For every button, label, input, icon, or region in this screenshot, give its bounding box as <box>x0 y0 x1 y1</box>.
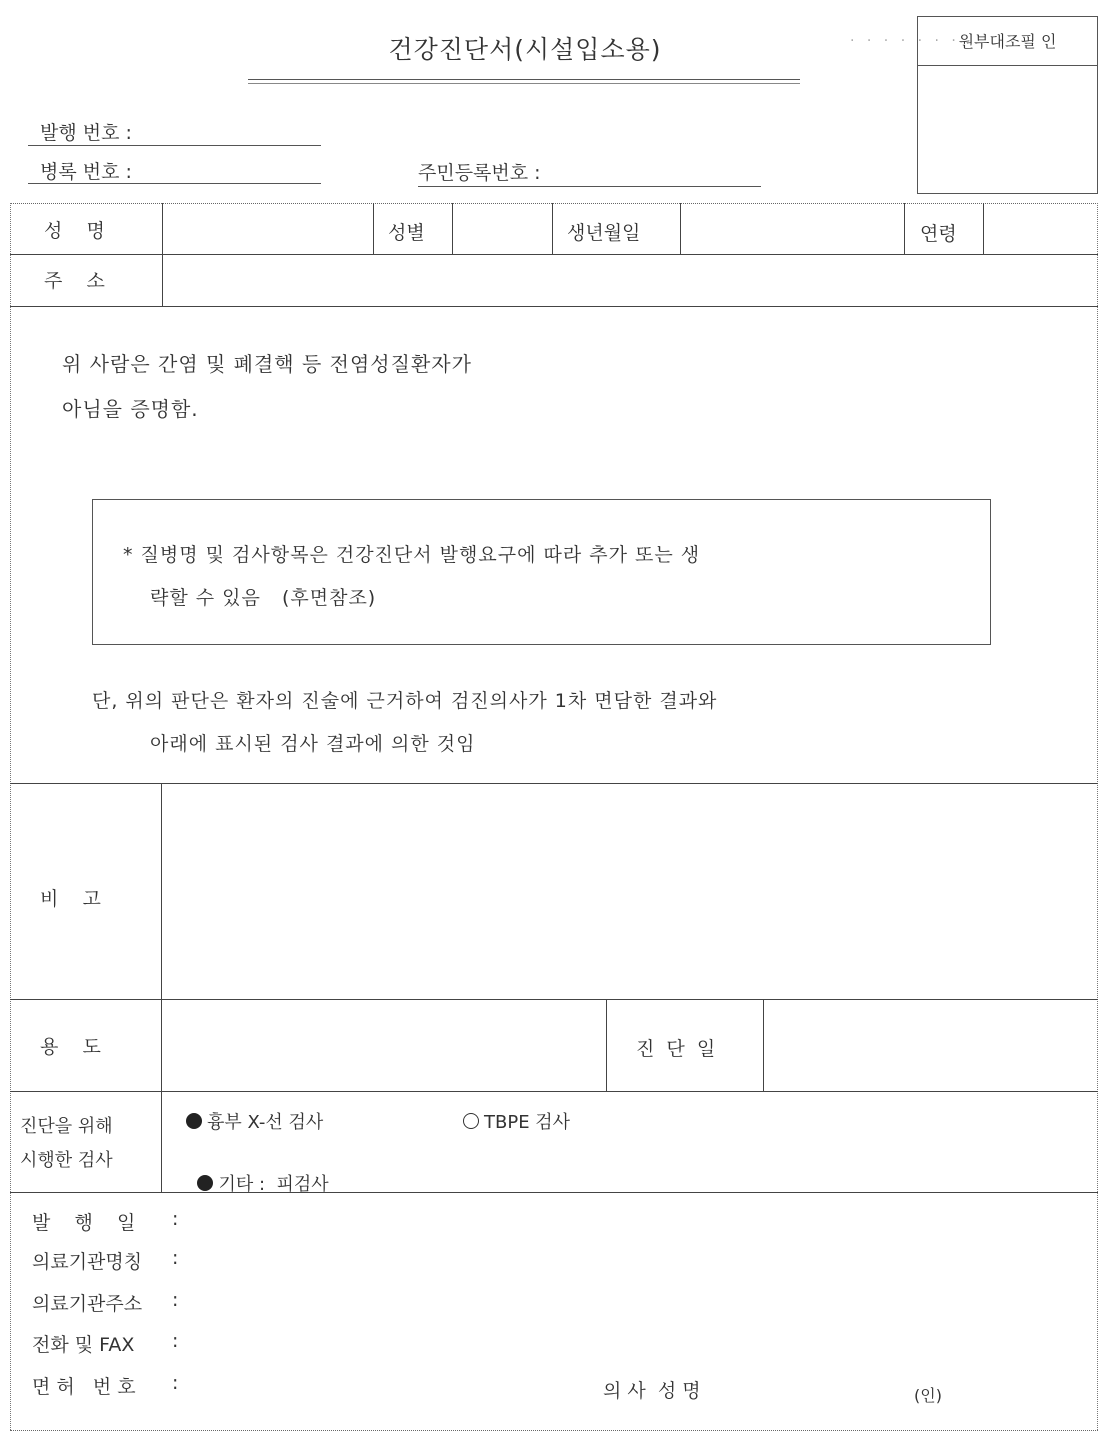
phone-fax-label: 전화 및 FAX <box>32 1334 135 1356</box>
label-column-divider <box>161 783 162 1193</box>
table-divider <box>983 203 984 255</box>
stamp-box-label: 원부대조필 인 <box>918 17 1097 66</box>
title-underline <box>248 79 800 80</box>
license-number-label: 면 허 번 호 <box>32 1376 136 1398</box>
issue-date-field[interactable] <box>195 1205 695 1235</box>
birthdate-label: 생년월일 <box>567 222 641 244</box>
name-field[interactable] <box>164 205 372 253</box>
table-row-divider <box>10 306 1098 307</box>
address-label: 주 소 <box>44 270 105 292</box>
address-field[interactable] <box>164 256 1095 305</box>
test-item-chest-xray[interactable] <box>186 1108 323 1134</box>
table-divider <box>606 999 607 1092</box>
section-divider <box>10 783 1098 784</box>
resident-registration-number-field[interactable] <box>418 186 761 187</box>
remarks-label: 비 고 <box>40 888 101 910</box>
institution-address-field[interactable] <box>195 1286 695 1316</box>
diagnosis-date-label: 진 단 일 <box>636 1038 716 1060</box>
empty-circle-icon <box>463 1113 479 1129</box>
test-item-label: TBPE 검사 <box>484 1112 571 1133</box>
note-box <box>92 499 991 645</box>
institution-address-colon: : <box>172 1289 179 1311</box>
sex-label: 성별 <box>388 222 425 244</box>
filled-circle-icon <box>186 1113 202 1129</box>
table-row-divider <box>10 254 1098 255</box>
issue-number-field[interactable] <box>28 145 321 146</box>
phone-fax-colon: : <box>172 1330 179 1352</box>
seal-mark: (인) <box>914 1386 942 1405</box>
purpose-label: 용 도 <box>40 1036 101 1058</box>
age-label: 연령 <box>920 223 957 245</box>
table-divider <box>680 203 681 255</box>
disclaimer-line-2: 아래에 표시된 검사 결과에 의한 것임 <box>150 733 476 755</box>
section-divider <box>10 999 1098 1000</box>
test-item-tbpe[interactable] <box>463 1108 570 1134</box>
diagnosis-date-field[interactable] <box>765 1001 1095 1090</box>
table-divider <box>763 999 764 1092</box>
certification-line-2: 아님을 증명함. <box>62 397 199 421</box>
birthdate-field[interactable] <box>682 205 903 253</box>
section-divider <box>10 1091 1098 1092</box>
issue-date-colon: : <box>172 1208 179 1230</box>
test-item-label: 기타 : 피검사 <box>218 1174 329 1195</box>
title-underline-secondary <box>248 83 800 84</box>
medical-record-number-label: 병록 번호 : <box>40 161 132 183</box>
document-title: 건강진단서(시설입소용) <box>388 35 662 64</box>
original-verification-stamp-box <box>917 16 1098 194</box>
issue-number-label: 발행 번호 : <box>40 122 132 144</box>
name-label: 성 명 <box>44 220 105 242</box>
purpose-field[interactable] <box>163 1001 606 1090</box>
disclaimer-line-1: 단, 위의 판단은 환자의 진술에 근거하여 검진의사가 1차 면담한 결과와 <box>92 690 718 712</box>
tests-label-line-1: 진단을 위해 <box>20 1116 113 1137</box>
table-divider <box>904 203 905 255</box>
tests-label-line-2: 시행한 검사 <box>20 1150 113 1171</box>
resident-registration-number-label: 주민등록번호 : <box>418 162 541 184</box>
phone-fax-field[interactable] <box>195 1327 695 1357</box>
institution-name-field[interactable] <box>195 1244 695 1274</box>
note-line-1: * 질병명 및 검사항목은 건강진단서 발행요구에 따라 추가 또는 생 <box>123 544 701 566</box>
section-divider <box>10 1192 1098 1193</box>
license-number-field[interactable] <box>195 1369 575 1399</box>
stamp-leader-dots: · · · · · · · <box>850 33 960 49</box>
table-divider <box>373 203 374 255</box>
certification-line-1: 위 사람은 간염 및 폐결핵 등 전염성질환자가 <box>62 352 472 376</box>
institution-name-label: 의료기관명칭 <box>32 1251 143 1273</box>
form-frame-left <box>10 203 11 1430</box>
table-divider <box>452 203 453 255</box>
institution-name-colon: : <box>172 1247 179 1269</box>
remarks-field[interactable] <box>163 785 1095 998</box>
form-frame-right <box>1097 203 1098 1430</box>
doctor-name-field[interactable] <box>720 1370 900 1400</box>
test-item-other[interactable] <box>186 1149 329 1196</box>
age-field[interactable] <box>985 205 1095 253</box>
medical-record-number-field[interactable] <box>28 183 321 184</box>
sex-field[interactable] <box>454 205 551 253</box>
note-line-2: 략할 수 있음 (후면참조) <box>150 587 377 609</box>
table-divider <box>552 203 553 255</box>
institution-address-label: 의료기관주소 <box>32 1293 143 1315</box>
license-number-colon: : <box>172 1372 179 1394</box>
form-frame-bottom <box>10 1430 1098 1431</box>
filled-circle-icon <box>197 1175 213 1191</box>
test-item-label: 흉부 X-선 검사 <box>207 1112 324 1133</box>
doctor-name-label: 의 사 성 명 <box>603 1380 701 1402</box>
issue-date-label: 발 행 일 <box>32 1212 136 1234</box>
form-frame-top <box>10 203 1098 204</box>
